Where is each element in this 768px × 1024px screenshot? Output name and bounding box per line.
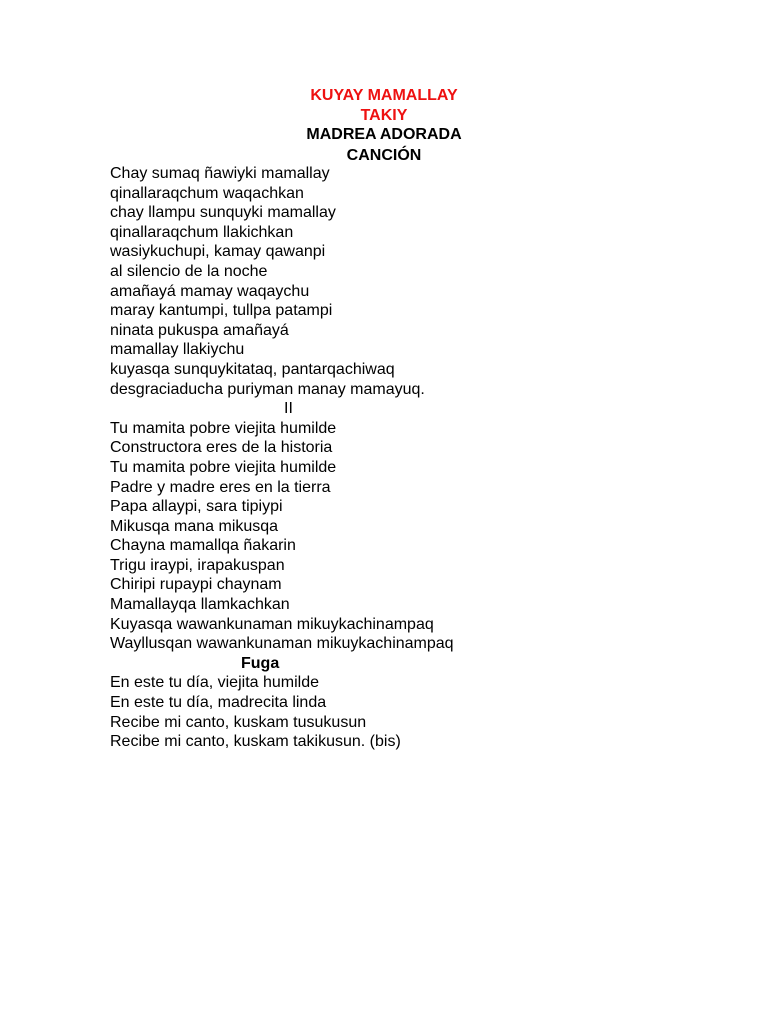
lyric-line: Constructora eres de la historia [110,439,333,457]
lyric-line: En este tu día, viejita humilde [110,674,320,692]
lyric-line: wasiykuchupi, kamay qawanpi [110,243,326,261]
lyric-line: Tu mamita pobre viejita humilde [110,419,337,437]
lyric-line: mamallay llakiychu [110,341,245,359]
song-title-quechua: KUYAY MAMALLAY [310,87,458,104]
title-block [0,86,768,166]
lyric-line: Kuyasqa wawankunaman mikuykachinampaq [110,615,434,633]
lyric-line: Papa allaypi, sara tipiypi [110,498,283,516]
section-marker: II [284,400,293,418]
lyric-line: maray kantumpi, tullpa patampi [110,302,333,320]
lyric-line: Recibe mi canto, kuskam takikusun. (bis) [110,733,401,751]
lyric-line: Padre y madre eres en la tierra [110,478,331,496]
lyric-line: ninata pukuspa amañayá [110,321,289,339]
song-title-quechua-subtitle: TAKIY [360,106,408,124]
lyric-line: Chayna mamallqa ñakarin [110,537,296,555]
lyric-line: Mikusqa mana mikusqa [110,517,279,535]
lyric-line: amañayá mamay waqaychu [110,282,310,300]
fuga-heading: Fuga [241,654,280,672]
lyric-line: qinallaraqchum llakichkan [110,223,294,241]
lyrics-body [110,164,710,752]
lyric-line: Chiripi rupaypi chaynam [110,576,282,594]
lyric-line: Chay sumaq ñawiyki mamallay [110,165,330,182]
lyric-line: chay llampu sunquyki mamallay [110,204,336,222]
lyric-line: Trigu iraypi, irapakuspan [110,556,285,574]
lyric-line: Mamallayqa llamkachkan [110,596,290,614]
song-genre-label: CANCIÓN [346,146,422,164]
lyric-line: En este tu día, madrecita linda [110,694,327,712]
lyric-line: kuyasqa sunquykitataq, pantarqachiwaq [110,360,395,378]
lyric-line: al silencio de la noche [110,262,268,280]
lyric-line: desgraciaducha puriyman manay mamayuq. [110,380,425,398]
lyric-line: Tu mamita pobre viejita humilde [110,458,337,476]
lyric-line: Recibe mi canto, kuskam tusukusun [110,713,367,731]
lyric-line: Wayllusqan wawankunaman mikuykachinampaq [110,635,454,653]
song-title-spanish: MADREA ADORADA [306,126,462,143]
lyric-line: qinallaraqchum waqachkan [110,184,304,202]
